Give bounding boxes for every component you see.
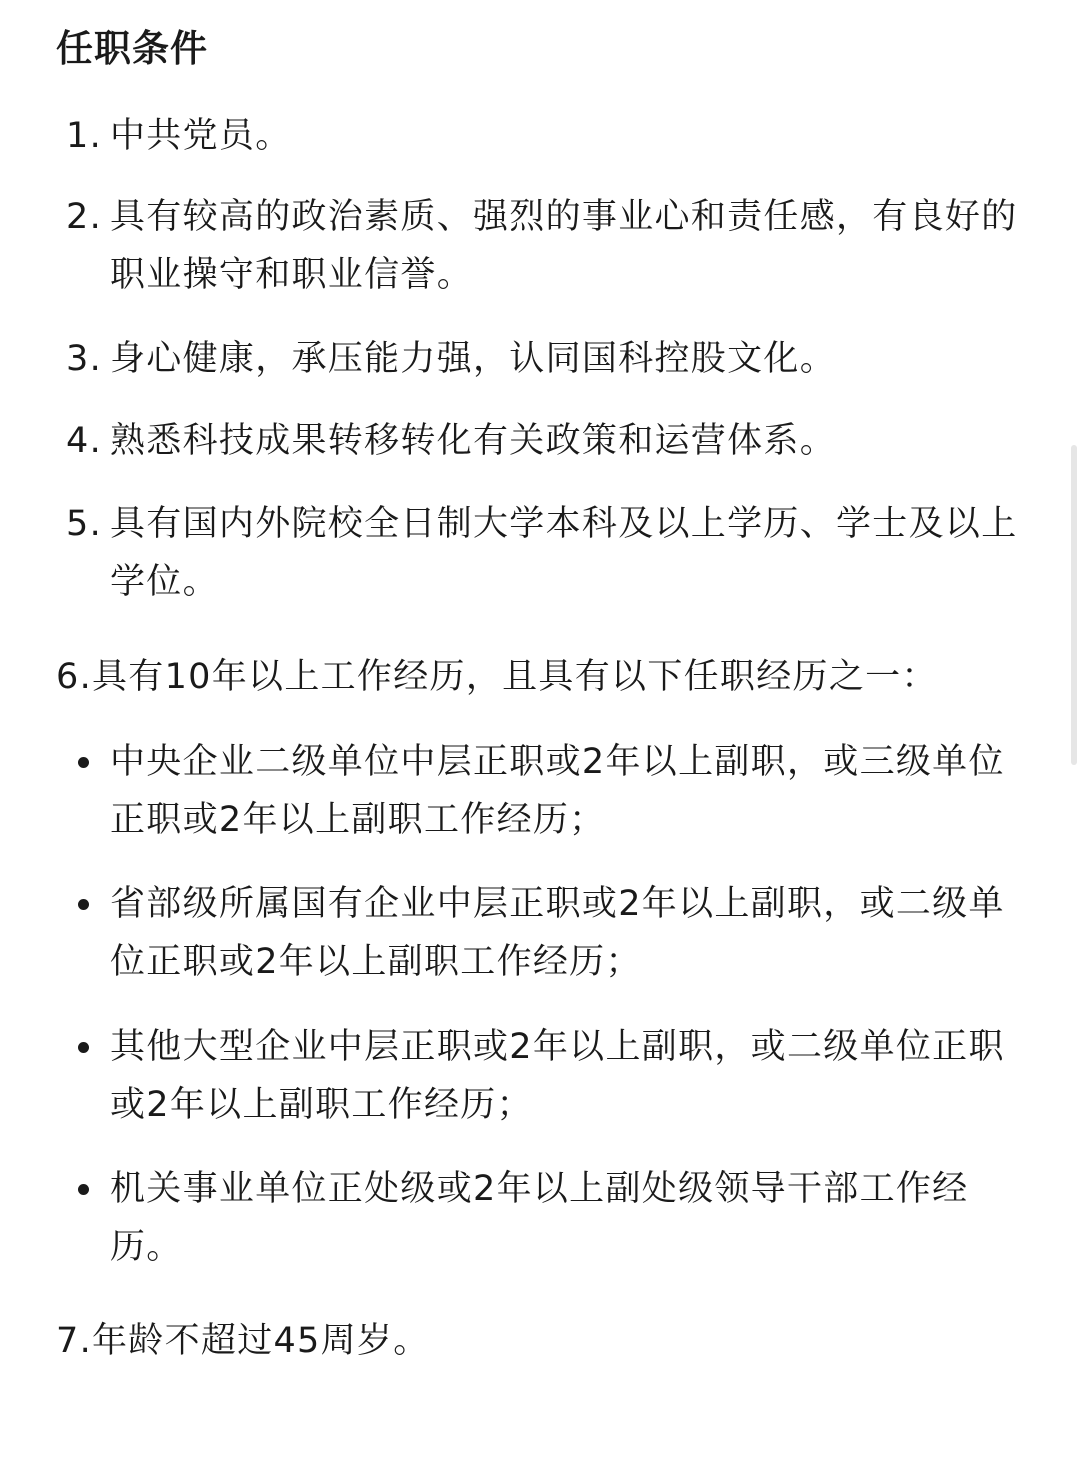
bullet-item-text: 机关事业单位正处级或2年以上副处级领导干部工作经历。 xyxy=(110,1169,969,1267)
bullet-item-text: 其他大型企业中层正职或2年以上副职，或二级单位正职或2年以上副职工作经历； xyxy=(110,1027,1005,1125)
bullet-dot xyxy=(78,1042,89,1053)
list-number: 5. xyxy=(66,504,102,544)
bullet-item-text: 中央企业二级单位中层正职或2年以上副职，或三级单位正职或2年以上副职工作经历； xyxy=(110,742,1005,840)
bullet-dot xyxy=(78,757,89,768)
bullet-item xyxy=(78,875,1036,991)
bullet-dot xyxy=(78,899,89,910)
list-item-text: 具有国内外院校全日制大学本科及以上学历、学士及以上学位。 xyxy=(110,504,1018,602)
list-item xyxy=(66,107,1036,165)
list-number: 3. xyxy=(66,339,102,379)
item-7-text: 7.年龄不超过45周岁。 xyxy=(56,1321,430,1361)
scrollbar[interactable] xyxy=(1071,445,1077,765)
list-item xyxy=(66,495,1036,611)
list-number: 2. xyxy=(66,197,102,237)
list-item-text: 具有较高的政治素质、强烈的事业心和责任感，有良好的职业操守和职业信誉。 xyxy=(110,197,1018,295)
list-item xyxy=(66,412,1036,470)
item-6-text: 6.具有10年以上工作经历，且具有以下任职经历之一： xyxy=(56,657,938,697)
list-item-text: 中共党员。 xyxy=(110,116,292,156)
list-item-text: 熟悉科技成果转移转化有关政策和运营体系。 xyxy=(110,421,837,461)
list-item xyxy=(66,330,1036,388)
list-item-text: 身心健康，承压能力强，认同国科控股文化。 xyxy=(110,339,837,379)
list-item xyxy=(66,188,1036,304)
section-heading: 任职条件 xyxy=(56,27,208,70)
list-number: 4. xyxy=(66,421,102,461)
bullet-item xyxy=(78,1160,1036,1276)
bullet-item-text: 省部级所属国有企业中层正职或2年以上副职，或二级单位正职或2年以上副职工作经历； xyxy=(110,884,1005,982)
bullet-dot xyxy=(78,1184,89,1195)
bullet-item xyxy=(78,1018,1036,1134)
bullet-item xyxy=(78,733,1036,849)
list-number: 1. xyxy=(66,116,102,156)
